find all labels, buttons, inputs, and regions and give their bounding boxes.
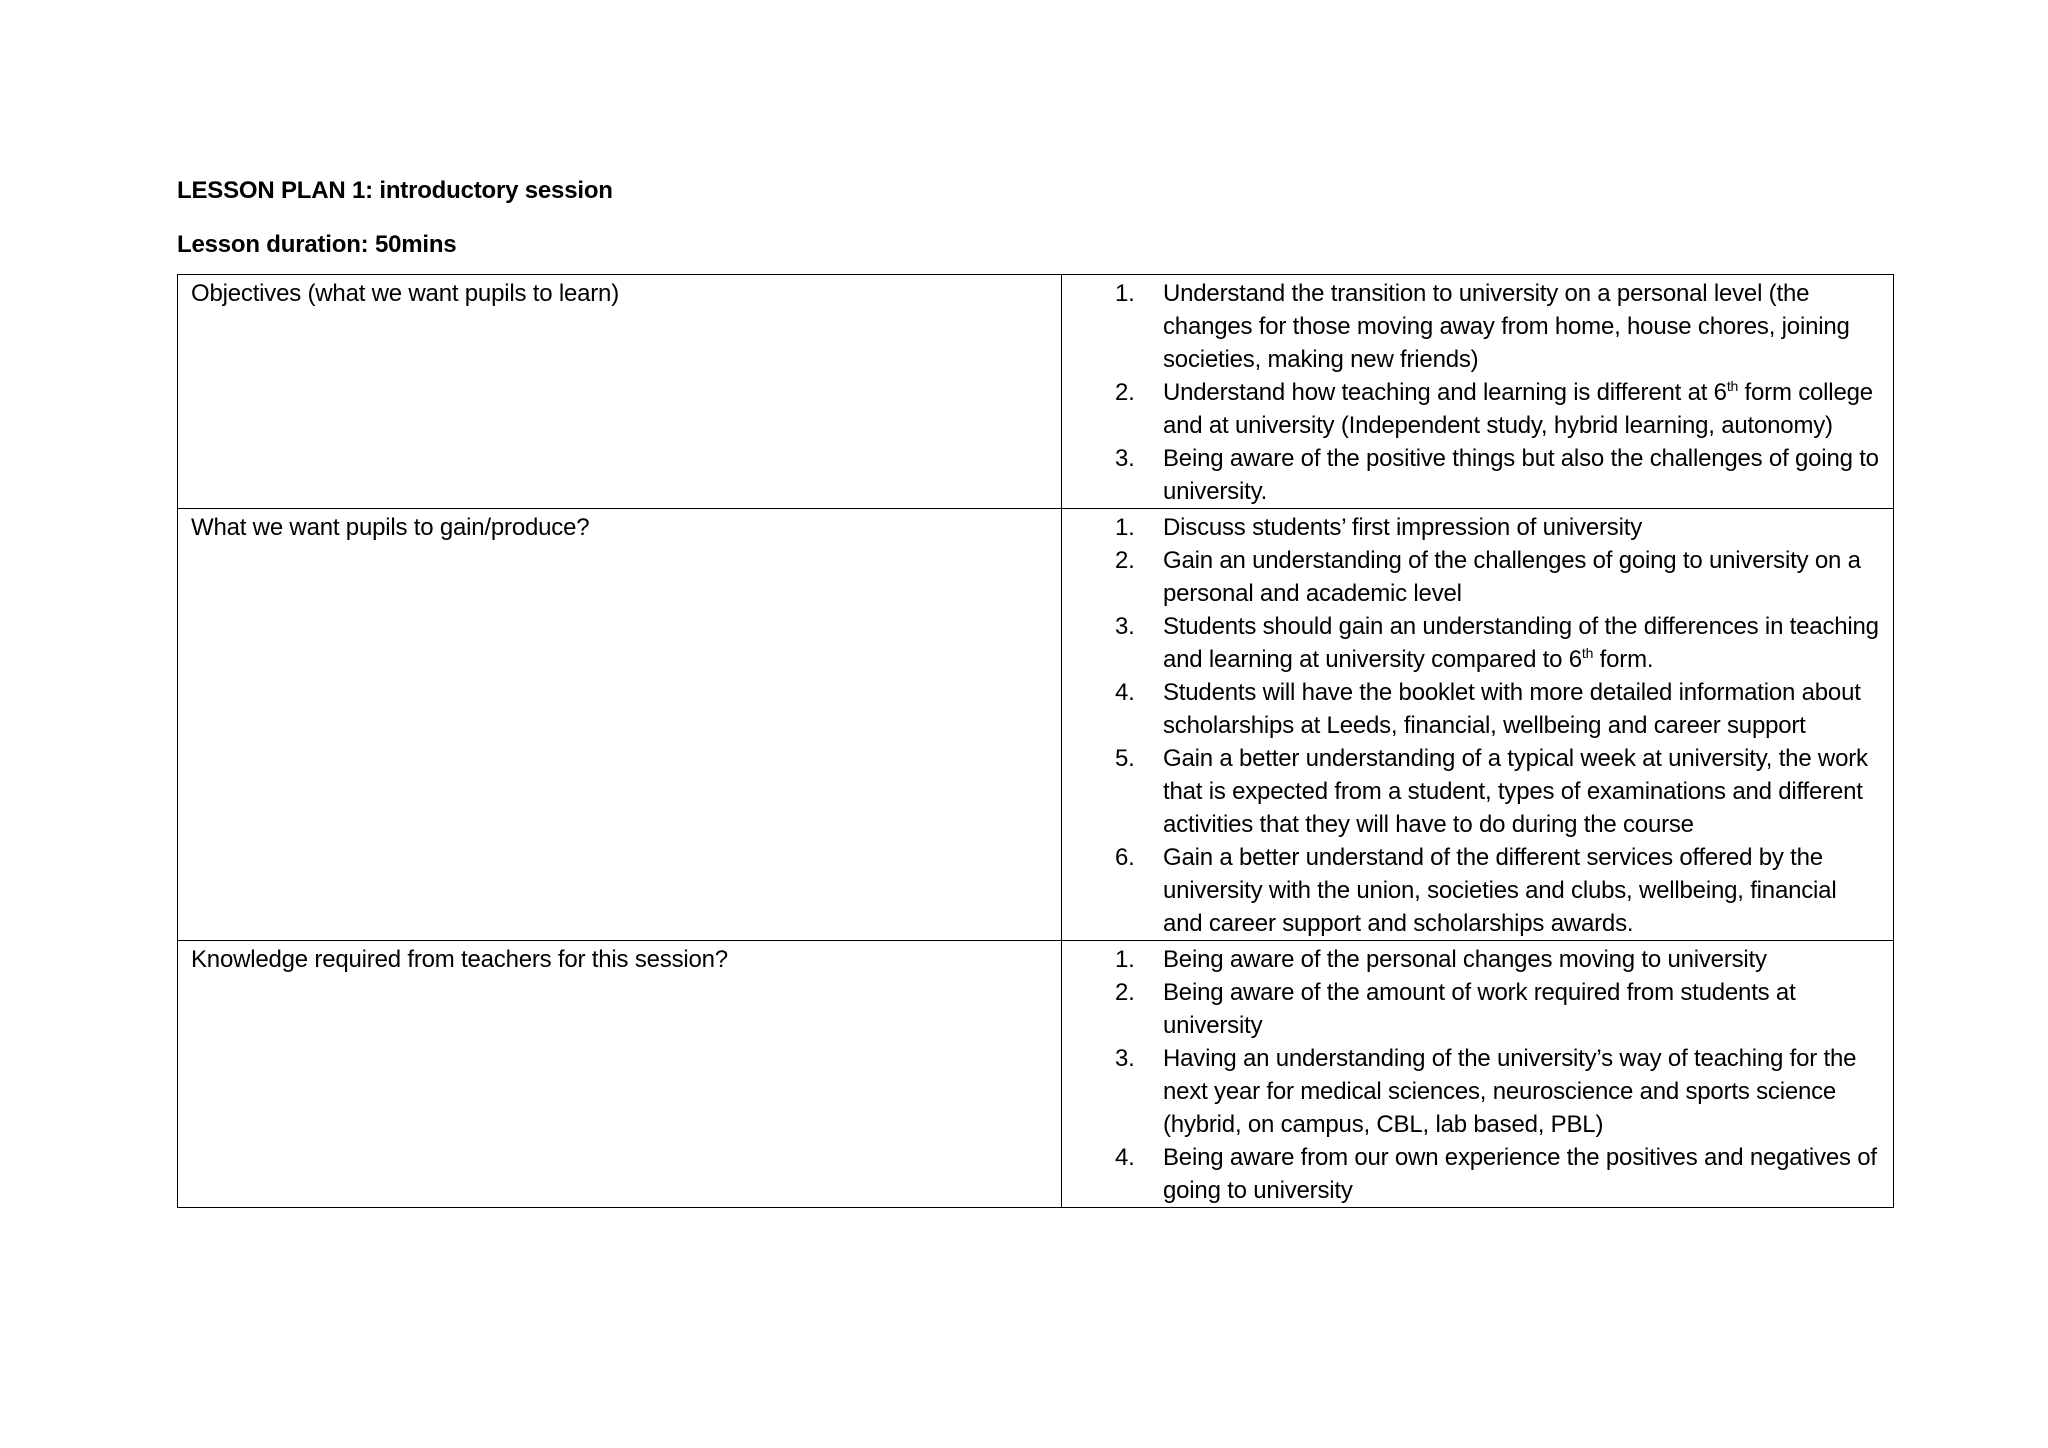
ordinal-superscript: th: [1581, 645, 1594, 661]
list-item-number: 5.: [1115, 745, 1135, 772]
table-row-objectives: [178, 275, 1894, 509]
list-item-text: [1163, 1144, 1877, 1204]
numbered-list: [1062, 511, 1881, 940]
text-run: form.: [1593, 646, 1654, 673]
text-run: form college and at university (Independent study, hybrid learning, autonomy): [1163, 379, 1873, 439]
list-item-number: 2.: [1115, 547, 1135, 574]
lesson-plan-table-body: [178, 275, 1894, 1208]
row-label: Objectives (what we want pupils to learn): [178, 275, 1062, 509]
text-run: Being aware of the personal changes moving to university: [1163, 946, 1767, 973]
list-item-number: 2.: [1115, 979, 1135, 1006]
list-item: [1062, 943, 1881, 976]
list-item-text: [1163, 445, 1879, 505]
list-item: [1062, 1141, 1881, 1207]
list-item-number: 1.: [1115, 280, 1135, 307]
document-page: [177, 176, 1894, 1208]
text-run: Gain an understanding of the challenges of going to university on a personal and academic level: [1163, 547, 1861, 607]
list-item: [1062, 544, 1881, 610]
row-label: Knowledge required from teachers for this session?: [178, 941, 1062, 1208]
lesson-plan-table: [177, 274, 1894, 1208]
list-item: [1062, 976, 1881, 1042]
text-run: Gain a better understanding of a typical week at university, the work that is expected from a student, types of examinations and different activities that they will have to do during the course: [1163, 745, 1868, 838]
list-item: [1062, 442, 1881, 508]
list-item-text: [1163, 280, 1850, 373]
numbered-list: [1062, 277, 1881, 508]
text-run: Having an understanding of the university’s way of teaching for the next year for medical sciences, neuroscience and sports science (hybrid, on campus, CBL, lab based, PBL): [1163, 1045, 1857, 1138]
list-item-number: 1.: [1115, 514, 1135, 541]
list-item: [1062, 511, 1881, 544]
list-item: [1062, 1042, 1881, 1141]
list-item-number: 2.: [1115, 379, 1135, 406]
list-item: [1062, 742, 1881, 841]
list-item-text: [1163, 946, 1767, 973]
list-item-number: 4.: [1115, 679, 1135, 706]
list-item: [1062, 376, 1881, 442]
row-label: What we want pupils to gain/produce?: [178, 509, 1062, 941]
row-content: [1062, 509, 1894, 941]
list-item-text: [1163, 547, 1861, 607]
text-run: Understand how teaching and learning is different at 6: [1163, 379, 1727, 406]
list-item-number: 1.: [1115, 946, 1135, 973]
text-run: Being aware of the positive things but also the challenges of going to university.: [1163, 445, 1879, 505]
list-item-number: 3.: [1115, 445, 1135, 472]
text-run: Students will have the booklet with more detailed information about scholarships at Leeds, financial, wellbeing and career support: [1163, 679, 1861, 739]
list-item-text: [1163, 1045, 1856, 1138]
lesson-plan-title: LESSON PLAN 1: introductory session: [177, 177, 613, 204]
table-row-gain-produce: [178, 509, 1894, 941]
list-item-number: 6.: [1115, 844, 1135, 871]
list-item-text: [1163, 745, 1868, 838]
list-item-number: 3.: [1115, 1045, 1135, 1072]
list-item-number: 4.: [1115, 1144, 1135, 1171]
ordinal-superscript: th: [1726, 378, 1739, 394]
text-run: Gain a better understand of the different services offered by the university with the union, societies and clubs, wellbeing, financial and career support and scholarships awards.: [1163, 844, 1837, 937]
list-item-text: [1163, 379, 1873, 439]
table-row-teacher-knowledge: [178, 941, 1894, 1208]
list-item: [1062, 610, 1881, 676]
list-item-text: [1163, 979, 1796, 1039]
numbered-list: [1062, 943, 1881, 1207]
row-content: [1062, 275, 1894, 509]
list-item-text: [1163, 514, 1642, 541]
text-run: Students should gain an understanding of the differences in teaching and learning at university compared to 6: [1163, 613, 1879, 673]
text-run: Being aware of the amount of work required from students at university: [1163, 979, 1796, 1039]
text-run: Being aware from our own experience the positives and negatives of going to university: [1163, 1144, 1877, 1204]
list-item: [1062, 277, 1881, 376]
list-item: [1062, 841, 1881, 940]
list-item-text: [1163, 844, 1836, 937]
row-content: [1062, 941, 1894, 1208]
lesson-duration: Lesson duration: 50mins: [177, 231, 457, 258]
text-run: Understand the transition to university on a personal level (the changes for those moving away from home, house chores, joining societies, making new friends): [1163, 280, 1850, 373]
list-item-text: [1163, 679, 1861, 739]
list-item-text: [1163, 613, 1879, 673]
list-item: [1062, 676, 1881, 742]
text-run: Discuss students’ first impression of university: [1163, 514, 1643, 541]
list-item-number: 3.: [1115, 613, 1135, 640]
